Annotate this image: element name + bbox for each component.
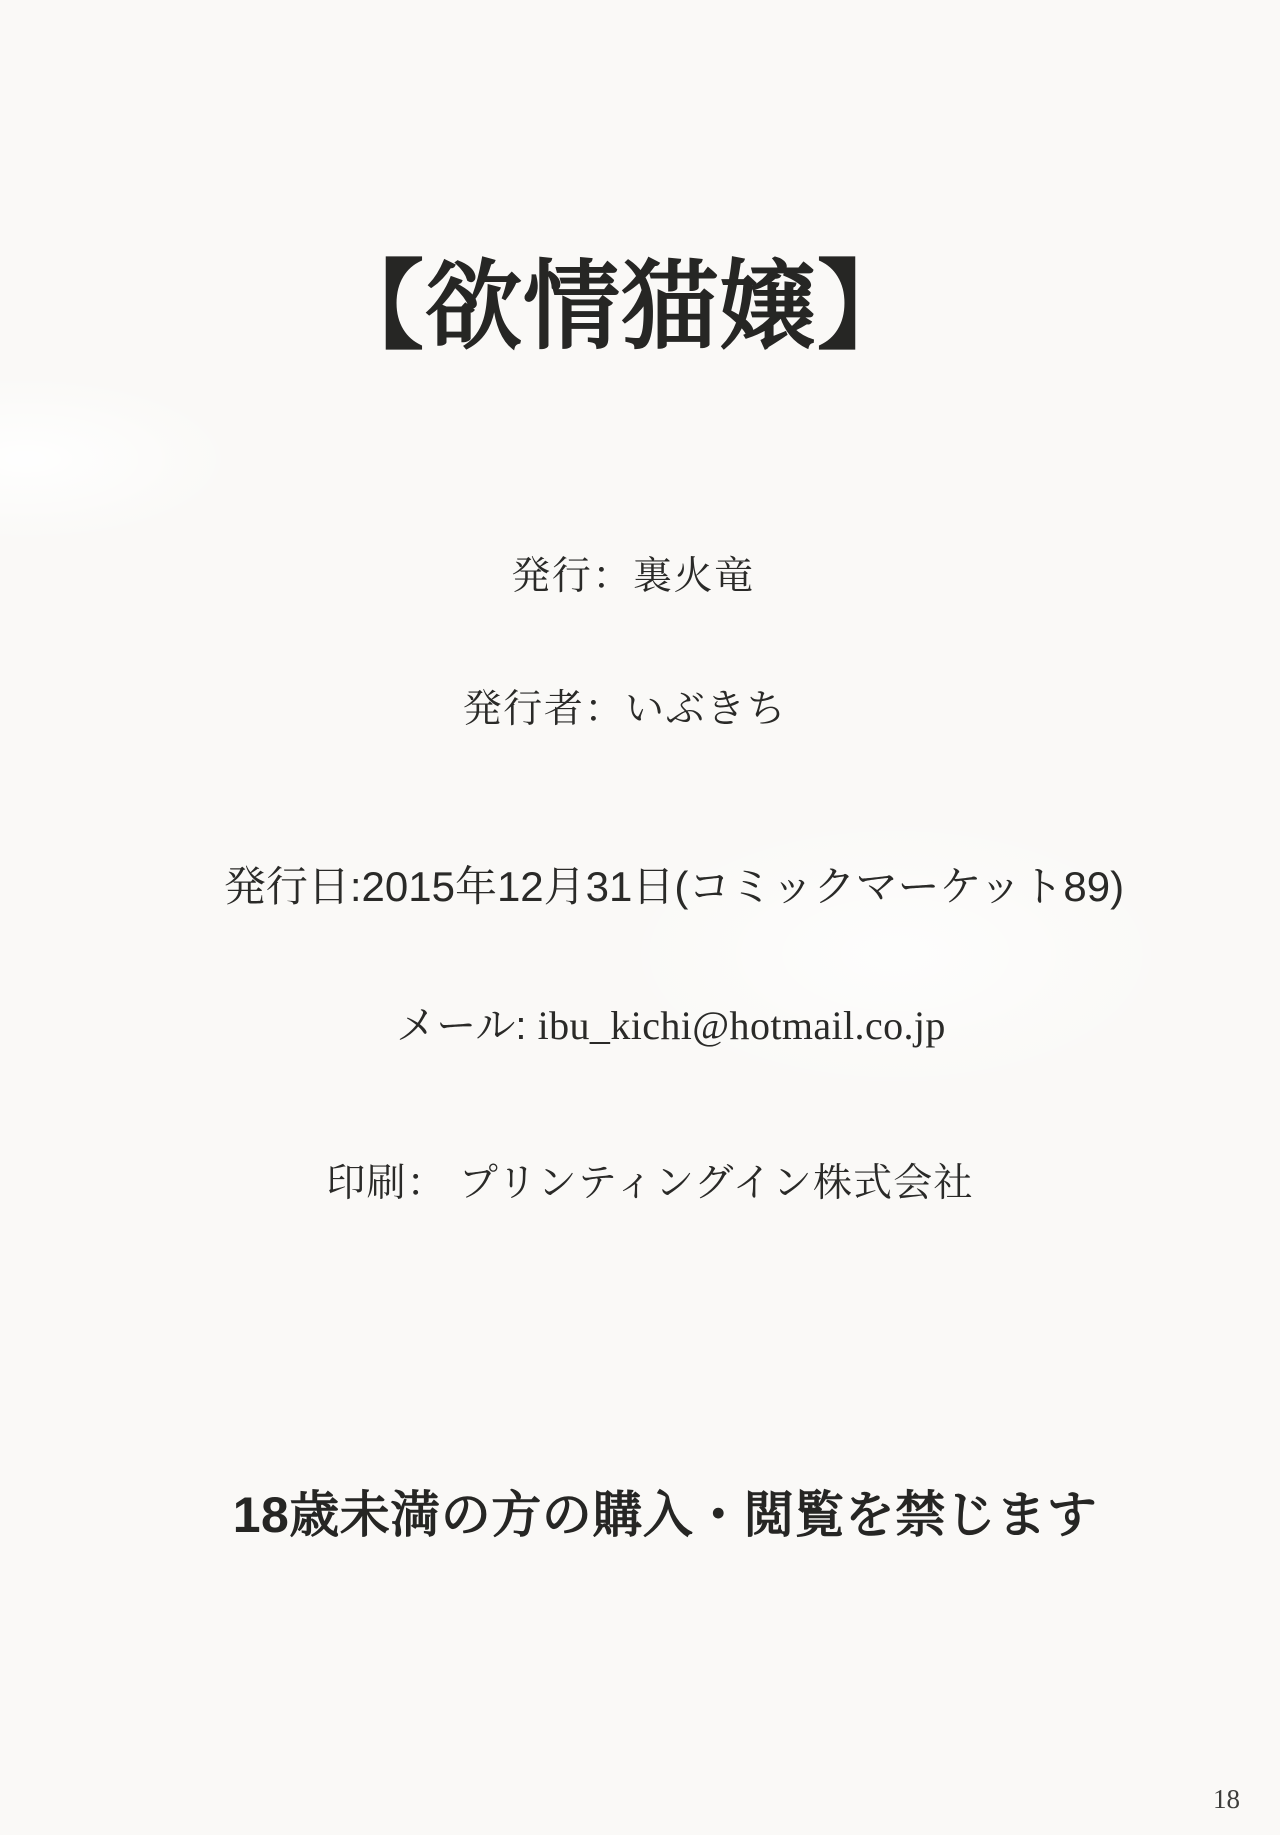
age-restriction-notice: 18歳未満の方の購入・閲覧を禁じます — [232, 1487, 1098, 1543]
author-line: 発行者：いぶきち — [462, 688, 788, 731]
page-number: 18 — [1213, 1784, 1240, 1814]
doujin-title: 【欲情猫嬢】 — [327, 252, 915, 361]
printer-line: 印刷： プリンティングイン株式会社 — [326, 1162, 974, 1205]
publish-date-line: 発行日:2015年12月31日(コミックマーケット89) — [223, 863, 1125, 910]
publisher-line: 発行：裏火竜 — [511, 555, 755, 598]
email-address: ibu_kichi@hotmail.co.jp — [537, 1003, 946, 1048]
email-label: メール: — [396, 1004, 538, 1048]
email-line — [31, 1003, 1280, 1048]
